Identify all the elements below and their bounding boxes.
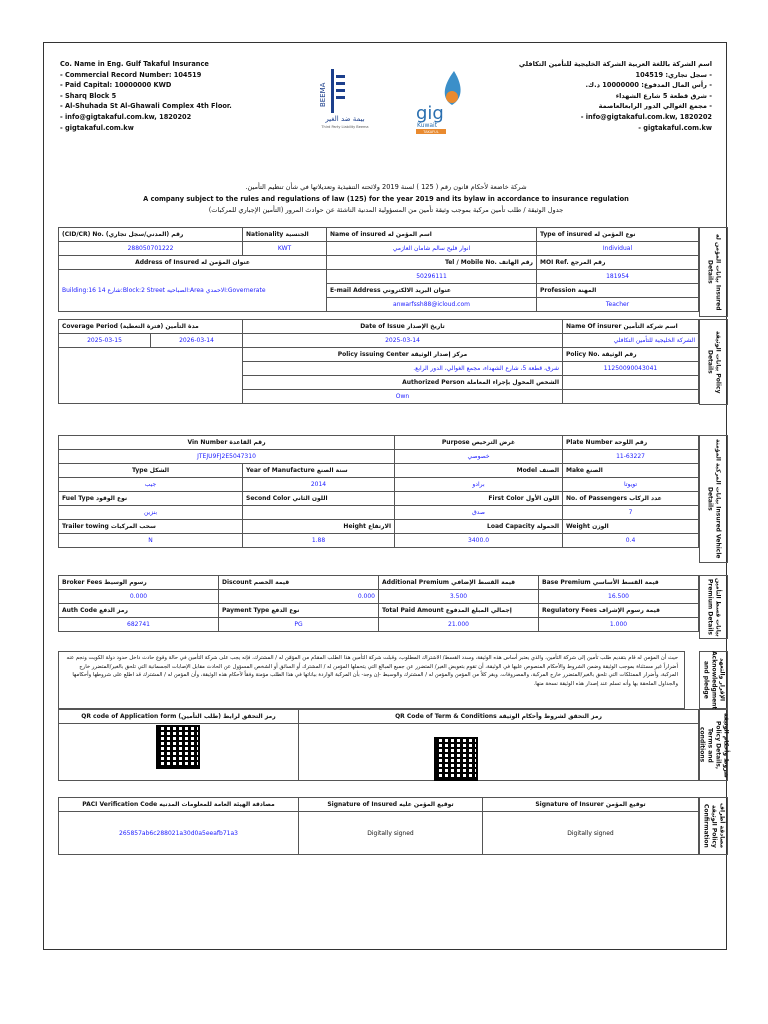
gig-logo — [412, 65, 492, 135]
policy-section-label: بيانات الوثيقة Policy Details — [699, 319, 728, 405]
load-value: 3400.0 — [395, 534, 563, 548]
header-line: - info@gigtakaful.com.kw, 1820202 — [60, 112, 192, 121]
second-color-value — [243, 506, 395, 520]
beema-arabic: بيمة ضد الغير — [325, 115, 365, 123]
regulation-arabic: شركة خاضعة لأحكام قانون رقم ( 125 ) لسنة 2019 ولائحته التنفيذية وتعديلاتها في شأن تنظيم التأمين. — [245, 183, 527, 191]
insured-details-table: (CID/CR) No. رقم (المدني/سجل تجاري) Nationality الجنسية Name of insured اسم المؤمن له Type of insured نوع المؤمن له 288050701222 KWT انوار فليح سالم شامان العازمي Individual Address of Insured عنوان المؤمن له Tel / Mobile No. رقم الهاتف MOI Ref. رقم المرجع Building:16 14 شارع:Block:2 Street الصباحيه:Area الاحمدي:Governerate 50296111 181954 E-mail Address عنوان البريد الالكتروني Profession المهنة anwarfssh88@icloud.com Teacher — [58, 227, 699, 312]
premium-section-label: بيانات قسط التأمين Premium Details — [699, 575, 728, 639]
beema-wordmark: BEEMA — [319, 82, 327, 107]
ack-section-label: الإقرار والتعهد Acknowledgment and pledge — [699, 651, 728, 709]
confirmation-table: PACI Verification Code مصادقة الهيئة العامة للمعلومات المدنيه Signature of Insured توقيع المؤمن عليه Signature of Insurer توقيع المؤمن 265857ab6c288021a30d0a5eeafb71a3 Digitally signed Digitally signed — [58, 797, 699, 855]
nationality-value: KWT — [243, 242, 327, 256]
qr-section-label: شروط وأحكام الوثيقة Policy Details, Terms and conditions — [699, 709, 728, 781]
auth-code-value: 682741 — [59, 618, 219, 632]
purpose-value: خصوصي — [395, 450, 563, 464]
beema-logo — [309, 65, 381, 135]
year-value: 2014 — [243, 478, 395, 492]
insured-name-value: انوار فليح سالم شامان العازمي — [327, 242, 537, 256]
make-value: تويوتا — [563, 478, 699, 492]
insured-signature: Digitally signed — [299, 812, 483, 855]
first-color-value: صدق — [395, 506, 563, 520]
policy-number-value: 11250090043041 — [563, 362, 699, 376]
additional-premium-value: 3.500 — [379, 590, 539, 604]
insured-section-label: بيانات المؤمن له Insured Details — [699, 227, 728, 317]
address-value: Building:16 14 شارع:Block:2 Street الصباحيه:Area الاحمدي:Governerate — [59, 270, 327, 312]
moi-value: 181954 — [537, 270, 699, 284]
header-line: - مجمع الغوالي الدور الرابعالعاصمة — [598, 102, 712, 111]
policy-document — [43, 42, 730, 950]
discount-value: 0.000 — [219, 590, 379, 604]
vin-value: JTEJU9FJ2E5047310 — [59, 450, 395, 464]
profession-value: Teacher — [537, 298, 699, 312]
vehicle-type-value: جيب — [59, 478, 243, 492]
fuel-value: بنزين — [59, 506, 243, 520]
policy-schedule-title: جدول الوثيقة / طلب تأمين مركبة بموجب وثيقة تأمين من المسؤولية المدنية الناشئة عن حوادث المرور (التأمين الإجباري للمركبات) — [208, 206, 564, 214]
regulatory-fees-value: 1.000 — [539, 618, 699, 632]
company-header-arabic — [502, 59, 712, 133]
header-line: info@gigtakaful.com.kw, 1820202 - — [580, 112, 712, 121]
insured-type-value: Individual — [537, 242, 699, 256]
gig-takaful-tag: TAKAFUL — [423, 130, 439, 134]
header-line: - رأس المال المدفوع: 10000000 د.ك. — [585, 81, 712, 90]
header-line: gigtakaful.com.kw - — [638, 123, 712, 132]
header-line: - Paid Capital: 10000000 KWD — [60, 81, 172, 90]
trailer-value: N — [59, 534, 243, 548]
acknowledgment-text: حيث أن المؤمن له قام بتقديم طلب تأمين إلى شركة التأمين، والذي يعتبر أساس هذه الوثيقة، وسدد القسط/ الاشتراك المطلوب، وقبلت شركة التأمين هذا الطلب المقدّم من المؤمّن له / المشترك، فإنه يجب على شركة التأمين في حالة وقوع حادث داخل حدود دولة الكويت ونجم عنه أضراراً غير مستثناة بموجب الوثيقة وضمن الشروط والأحكام المنصوص عليها في الوثيقة، أن تقوم بتعويض الغير/ المتضرر عن جميع المبالغ التي يتحملها المؤمن له / المشترك أو السائق أو الشخص المسؤول عن الحادث مقابل الإصابات الجسمانية التي تلحق بالغير/المتضرر خارج المركبة، وأضرار الممتلكات التي تلحق بالغير/المتضرر خارج المركبة، والمصروفات. ويقر كلاً من المؤمن والمؤمن له / المشترك والوسيط -إن وجد- بأن المركبة الواردة بياناتها في هذا الطلب مؤمنة وفقاً لأحكام هذه الوثيقة، وأن المؤمن له / المشترك قد اطلع على شروطها وأحكامها والجداول الملحقة بها وأنه تسلم عند إصدار هذه الوثيقة نسخة منها. — [58, 651, 685, 709]
center-value: شرق، قطعة 5، شارع الشهداء، مجمع الغوالي، الدور الرابع. — [243, 362, 563, 376]
vehicle-section-label: بيانات المركبة المؤمنة Insured Vehicle Details — [699, 435, 728, 563]
header-line: Co. Name in Eng. Gulf Takaful Insurance — [60, 60, 209, 68]
payment-type-value: PG — [219, 618, 379, 632]
cid-value: 288050701222 — [59, 242, 243, 256]
base-premium-value: 16.500 — [539, 590, 699, 604]
company-header-english — [60, 59, 270, 133]
issue-date-value: 2025-03-14 — [243, 334, 563, 348]
total-paid-value: 21.000 — [379, 618, 539, 632]
broker-fees-value: 0.000 — [59, 590, 219, 604]
insurer-value: الشركة الخليجية للتأمين التكافلي — [563, 334, 699, 348]
application-qr-code — [156, 725, 200, 769]
plate-value: 11-63227 — [563, 450, 699, 464]
qr-codes-table: QR code of Application form رمز التحقق لرابط (طلب التأمين) QR Code of Term & Conditions رمز التحقق لشروط وأحكام الوثيقة — [58, 709, 699, 781]
insurer-signature: Digitally signed — [483, 812, 699, 855]
header-line: - gigtakaful.com.kw — [60, 123, 134, 132]
beema-subtitle: Third Party Liability Beema — [321, 125, 369, 129]
premium-details-table: Broker Fees رسوم الوسيط Discount قيمة الخصم Additional Premium قيمة القسط الإضافي Base Premium قيمة القسط الأساسي 0.000 0.000 3.500 16.500 Auth Code رمز الدفع Payment Type نوع الدفع Total Paid Amount إجمالي المبلغ المدفوع Regulatory Fees قيمة رسوم الإشراف 682741 PG 21.000 1.000 — [58, 575, 699, 632]
terms-qr-code — [434, 737, 478, 781]
tel-value: 50296111 — [327, 270, 537, 284]
header-line: اسم الشركة باللغة العربية الشركة الخليجية للتأمين التكافلي — [518, 60, 712, 68]
model-value: برادو — [395, 478, 563, 492]
gig-wordmark: gig — [416, 103, 444, 124]
header-line: - Commercial Record Number: 104519 — [60, 70, 202, 79]
period-to: 2026-03-14 — [151, 334, 243, 348]
regulation-english: A company subject to the rules and regulations of law (125) for the year 2019 and its bylaw in accordance to insurance regulation — [143, 195, 629, 203]
passengers-value: 7 — [563, 506, 699, 520]
confirm-section-label: مصادقة أطراف الوثيقة Policy Confirmation — [699, 797, 728, 855]
authorized-person-value: Own — [243, 390, 563, 404]
weight-value: 0.4 — [563, 534, 699, 548]
email-value: anwarfssh88@icloud.com — [327, 298, 537, 312]
paci-code-value: 265857ab6c288021a30d0a5eeafb71a3 — [59, 812, 299, 855]
period-from: 2025-03-15 — [59, 334, 151, 348]
header-line: - سجل تجاري: 104519 — [635, 70, 712, 79]
gig-kuwait: Kuwait — [417, 122, 438, 129]
header-line: - Sharq Block 5 — [60, 91, 117, 100]
header-line: - Al-Shuhada St Al-Ghawali Complex 4th Floor. — [60, 102, 232, 111]
header-line: - شرق قطعة 5 شارع الشهداء — [615, 91, 712, 100]
policy-details-table: Coverage Period مدة التأمين (فترة التغطية) Date of Issue تاريخ الإصدار Name Of insurer اسم شركة التأمين 2025-03-15 2026-03-14 2025-03-14 الشركة الخليجية للتأمين التكافلي Policy issuing Center مركز إصدار الوثيقة Policy No. رقم الوثيقة شرق، قطعة 5، شارع الشهداء، مجمع الغوالي، الدور الرابع. 11250090043041 Authorized Person الشخص المخول بإجراء المعاملة Own — [58, 319, 699, 404]
vehicle-details-table: Vin Number رقم القاعدة Purpose غرض الترخيص Plate Number رقم اللوحة JTEJU9FJ2E5047310 خصوصي 11-63227 Type الشكل Year of Manufacture سنة الصنع Model الصنف Make الصنع جيب 2014 برادو تويوتا Fuel Type نوع الوقود Second Color اللون الثاني First Color اللون الأول No. of Passengers عدد الركاب بنزين صدق 7 Trailer towing سحب المركبات Height الارتفاع Load Capacity الحمولة Weight الوزن N 1.88 3400.0 0.4 — [58, 435, 699, 548]
height-value: 1.88 — [243, 534, 395, 548]
